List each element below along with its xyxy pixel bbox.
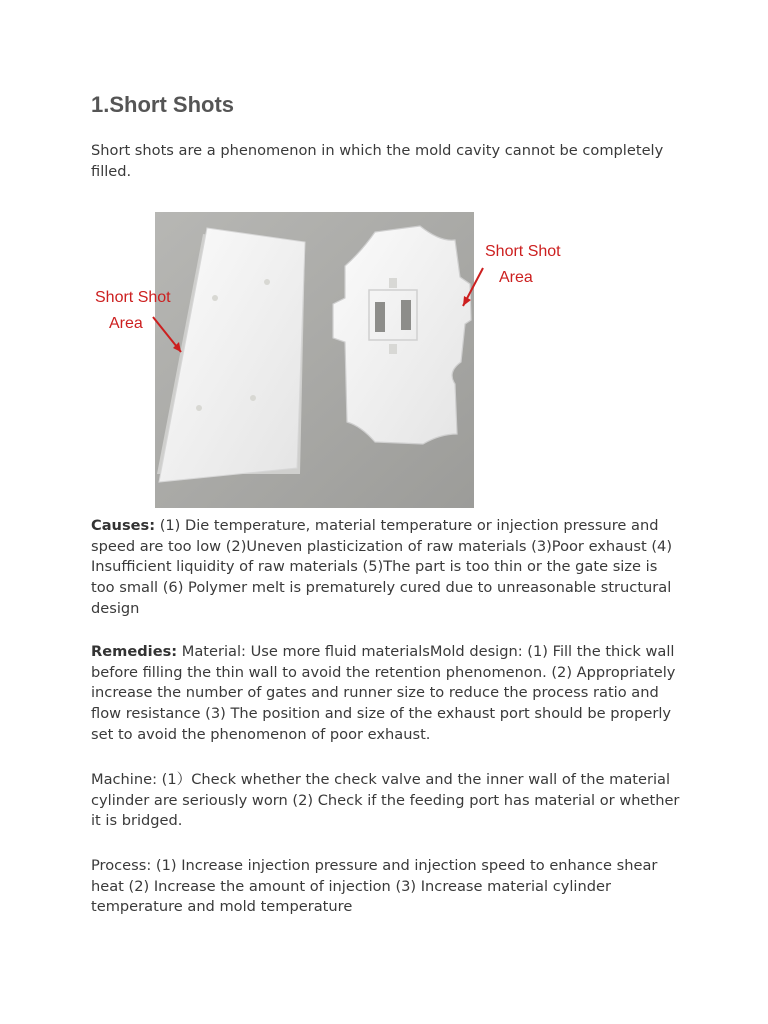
short-shot-illustration <box>155 212 474 508</box>
machine-paragraph: Machine: (1）Check whether the check valve and the inner wall of the material cylinder are seriously worn (2) Check if the feeding port has material or whether it is bridged. <box>91 771 680 830</box>
left-plate-boss <box>212 295 218 301</box>
causes-paragraph <box>91 516 683 620</box>
right-annotation <box>481 212 561 302</box>
left-plate-boss <box>264 279 270 285</box>
right-label-line1: Short Shot <box>485 243 561 260</box>
causes-text: (1) Die temperature, material temperature or injection pressure and speed are too low (2)Uneven plasticization of raw materials (3)Poor exhaust (4) Insufficient liquidity of raw materials (5)The part is too thin or the gate size is too small (6) Polymer melt is prematurely cured due to unreasonable structural design <box>91 517 673 617</box>
short-shot-photo <box>155 212 474 508</box>
left-plate-boss <box>250 395 256 401</box>
left-label-line1: Short Shot <box>95 289 171 306</box>
remedies-text: Material: Use more fluid materialsMold design: (1) Fill the thick wall before filling the thin wall to avoid the retention phenomenon. (2) Appropriately increase the number of gates and runner size to reduce the process ratio and flow resistance (3) The position and size of the exhaust port should be properly set to avoid the phenomenon of poor exhaust. <box>91 643 676 743</box>
left-label-line2: Area <box>109 315 143 332</box>
remedies-label: Remedies: <box>91 643 178 660</box>
left-annotation <box>91 212 171 352</box>
right-part <box>333 226 471 444</box>
remedies-paragraph <box>91 642 683 746</box>
process-paragraph: Process: (1) Increase injection pressure and injection speed to enhance shear heat (2) Increase the amount of injection (3) Increase material cylinder temperature and mold temperature <box>91 857 658 916</box>
left-plate-boss <box>196 405 202 411</box>
right-part-tab <box>389 278 397 288</box>
right-part-slot <box>375 302 385 332</box>
right-part-slot <box>401 300 411 330</box>
right-label-line2: Area <box>499 269 533 286</box>
causes-label: Causes: <box>91 517 156 534</box>
intro-paragraph: Short shots are a phenomenon in which the mold cavity cannot be completely filled. <box>91 142 664 180</box>
right-part-tab <box>389 344 397 354</box>
page-title: 1.Short Shots <box>91 92 235 117</box>
